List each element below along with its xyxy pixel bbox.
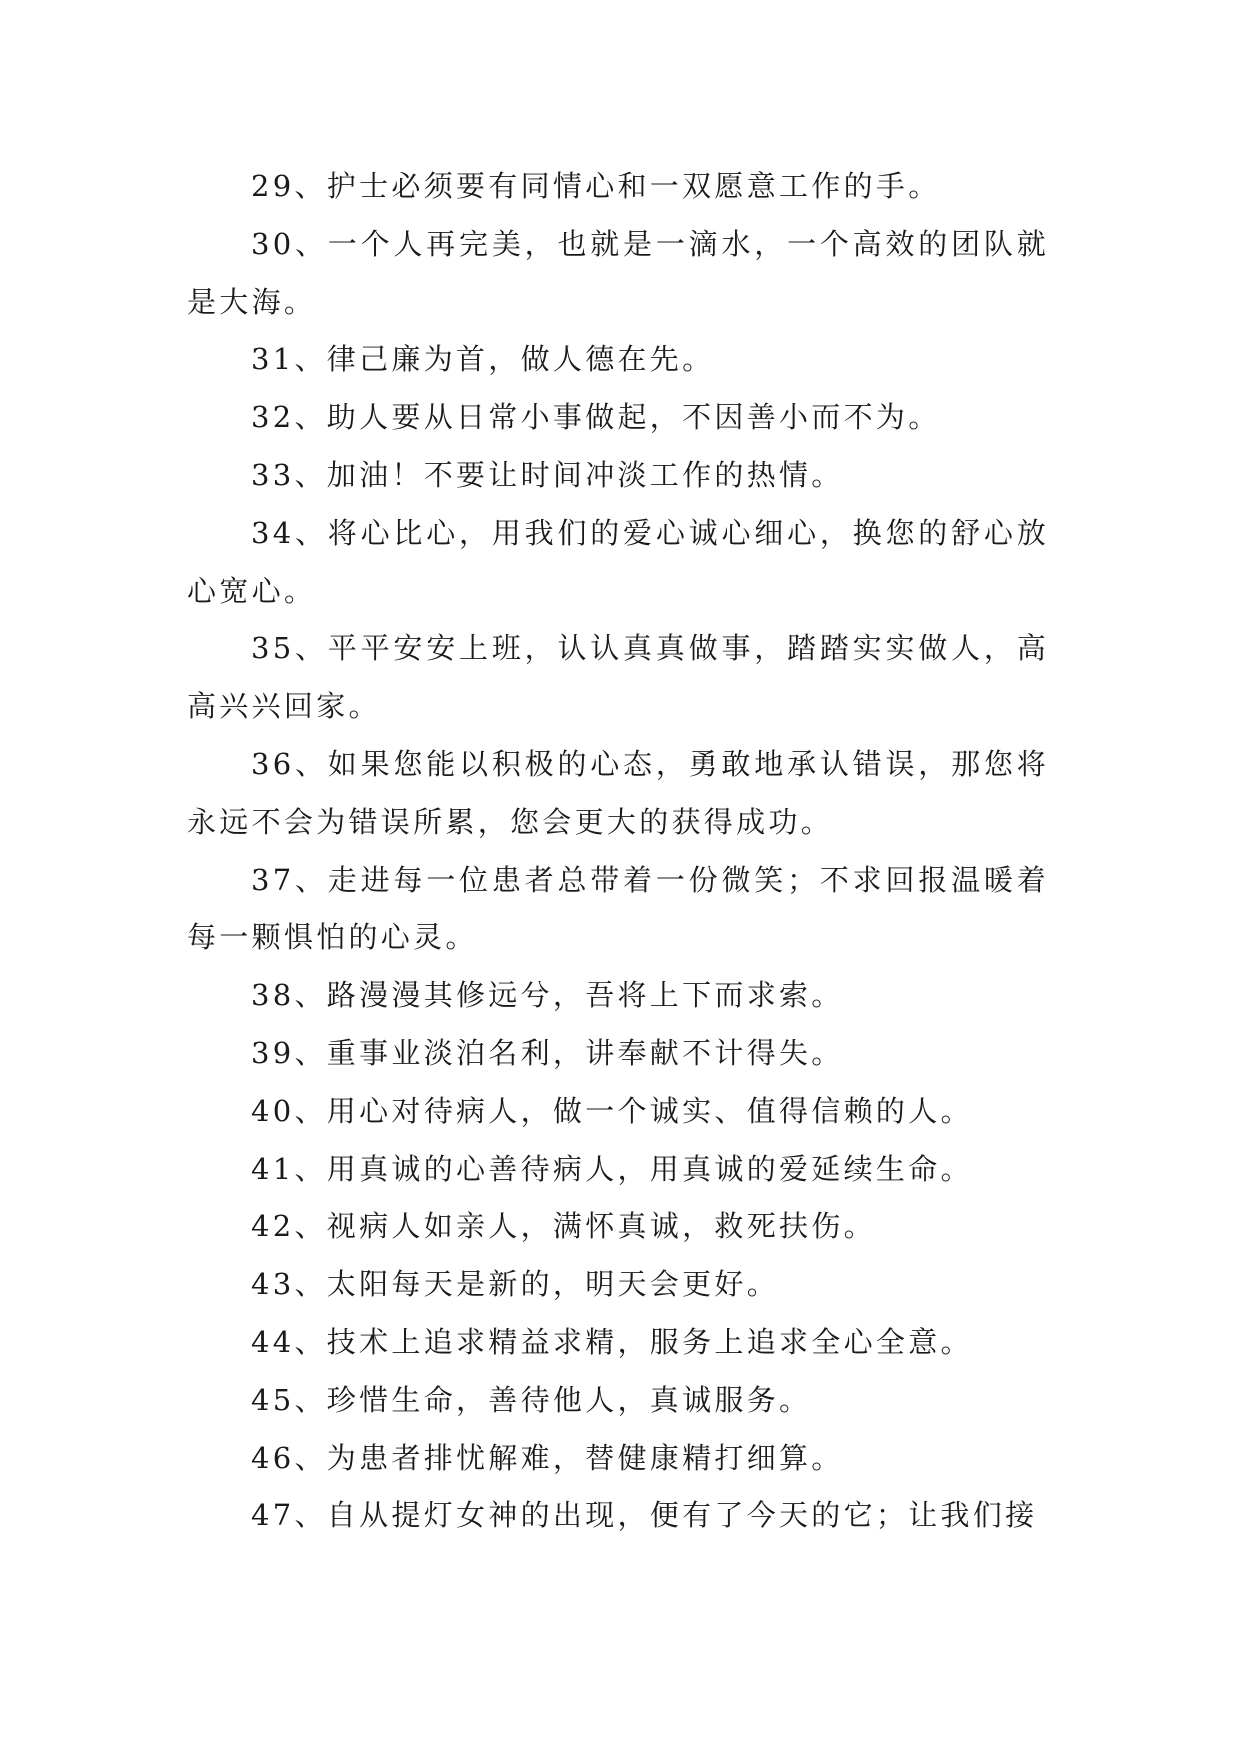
- paragraph-46: 46、为患者排忧解难，替健康精打细算。: [251, 1440, 844, 1475]
- paragraph-44: 44、技术上追求精益求精，服务上追求全心全意。: [251, 1324, 973, 1359]
- paragraph-39: 39、重事业淡泊名利，讲奉献不计得失。: [251, 1035, 844, 1070]
- paragraph-36: 36、如果您能以积极的心态，勇敢地承认错误，那您将永远不会为错误所累，您会更大的获得成功。: [187, 746, 1049, 839]
- paragraph-35: 35、平平安安上班，认认真真做事，踏踏实实做人，高高兴兴回家。: [187, 631, 1049, 724]
- paragraph-42: 42、视病人如亲人，满怀真诚，救死扶伤。: [251, 1209, 876, 1244]
- paragraph-31: 31、律己廉为首，做人德在先。: [251, 342, 715, 377]
- paragraph-45: 45、珍惜生命，善待他人，真诚服务。: [251, 1382, 812, 1417]
- paragraph-41: 41、用真诚的心善待病人，用真诚的爱延续生命。: [251, 1151, 973, 1186]
- paragraph-38: 38、路漫漫其修远兮，吾将上下而求索。: [251, 978, 844, 1013]
- paragraph-32: 32、助人要从日常小事做起，不因善小而不为。: [251, 400, 941, 435]
- paragraph-33: 33、加油！不要让时间冲淡工作的热情。: [251, 457, 844, 492]
- paragraph-34: 34、将心比心，用我们的爱心诚心细心，换您的舒心放心宽心。: [187, 515, 1049, 608]
- paragraph-37: 37、走进每一位患者总带着一份微笑；不求回报温暖着每一颗惧怕的心灵。: [187, 862, 1049, 955]
- paragraph-30: 30、一个人再完美，也就是一滴水，一个高效的团队就是大海。: [187, 226, 1049, 319]
- paragraph-40: 40、用心对待病人，做一个诚实、值得信赖的人。: [251, 1093, 973, 1128]
- paragraph-29: 29、护士必须要有同情心和一双愿意工作的手。: [251, 169, 941, 203]
- document-body: [187, 158, 1049, 1545]
- paragraph-43: 43、太阳每天是新的，明天会更好。: [251, 1267, 780, 1302]
- paragraph-47: 47、自从提灯女神的出现，便有了今天的它；让我们接: [251, 1498, 1038, 1533]
